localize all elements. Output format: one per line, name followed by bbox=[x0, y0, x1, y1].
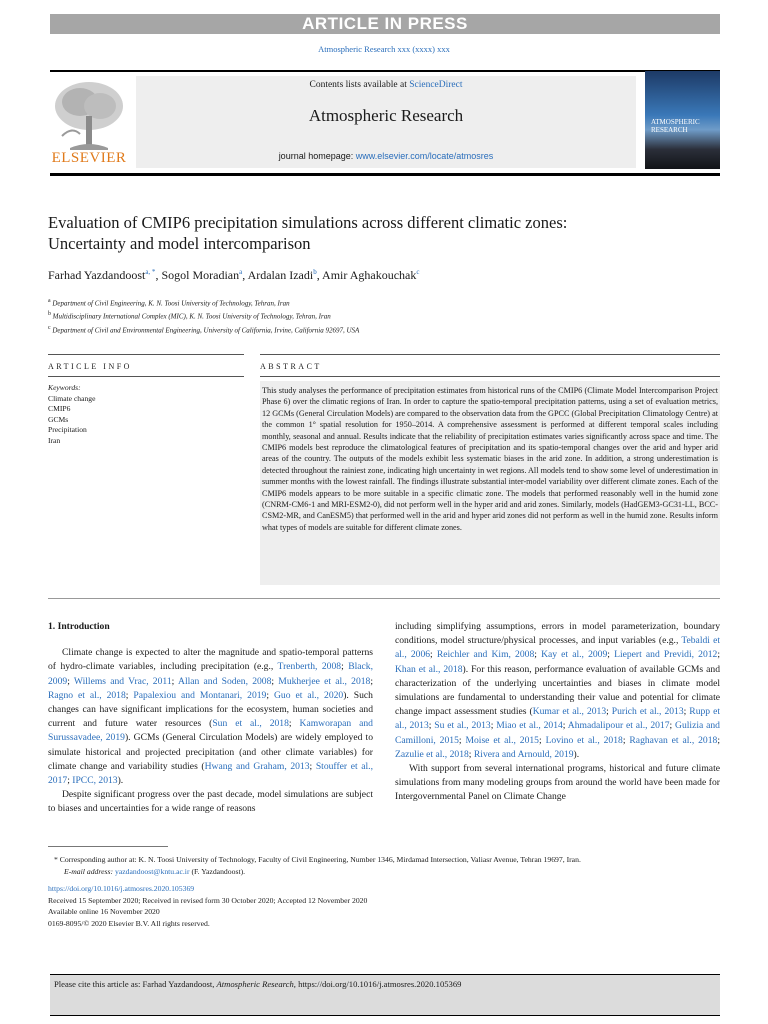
paragraph-text: ; bbox=[67, 775, 73, 787]
author-separator: , bbox=[242, 268, 248, 282]
author-list bbox=[48, 268, 728, 283]
email-label: E-mail address: bbox=[64, 866, 115, 876]
homepage-label: journal homepage: bbox=[278, 151, 356, 161]
affiliation-text: Department of Civil and Environmental Engineering, University of California, Irvine, California 92697, USA bbox=[50, 325, 360, 334]
contents-prefix: Contents lists available at bbox=[309, 80, 410, 90]
header-bottom-rule bbox=[50, 173, 720, 176]
paragraph-text: ; bbox=[717, 734, 720, 746]
header-top-rule bbox=[50, 70, 720, 72]
citation-link[interactable]: Black, 2009 bbox=[48, 661, 373, 687]
received-dates: Received 15 September 2020; Received in revised form 30 October 2020; Accepted 12 November 2020 bbox=[48, 895, 368, 905]
article-info-heading: ARTICLE INFO bbox=[48, 362, 132, 371]
paragraph-text: ). bbox=[573, 748, 580, 760]
right-column bbox=[395, 620, 720, 805]
cover-title: ATMOSPHERIC RESEARCH bbox=[651, 118, 700, 134]
author-affiliation-marker[interactable]: c bbox=[416, 268, 420, 276]
copyright-notice: 0169-8095/© 2020 Elsevier B.V. All rights reserved. bbox=[48, 918, 210, 928]
citation-link[interactable]: Mukherjee et al., 2018 bbox=[278, 675, 371, 687]
keyword: Iran bbox=[48, 435, 61, 445]
citation-link[interactable]: Raghavan et al., 2018 bbox=[629, 734, 718, 746]
affiliation-marker: b bbox=[48, 311, 51, 318]
paragraph-text: ; bbox=[538, 734, 546, 746]
citation-link[interactable]: Willems and Vrac, 2011 bbox=[73, 675, 172, 687]
article-in-press-banner: ARTICLE IN PRESS bbox=[50, 14, 720, 34]
citation-link[interactable]: Khan et al., 2018 bbox=[395, 663, 463, 675]
section-divider bbox=[48, 598, 720, 599]
keywords-label: Keywords: bbox=[48, 383, 81, 392]
paragraph-text: ; bbox=[67, 675, 74, 687]
paragraph-text: ; bbox=[490, 720, 497, 732]
citation-link[interactable]: Su et al., 2013 bbox=[434, 720, 491, 732]
doi-link[interactable]: https://doi.org/10.1016/j.atmosres.2020.105369 bbox=[48, 884, 195, 893]
journal-name: Atmospheric Research bbox=[308, 106, 464, 125]
paragraph-text: ; bbox=[607, 649, 615, 661]
author-name[interactable]: Sogol Moradian bbox=[161, 268, 240, 282]
affiliation bbox=[48, 309, 728, 322]
author-affiliation-marker[interactable]: a bbox=[239, 268, 243, 276]
paragraph-text: ; bbox=[534, 649, 542, 661]
corresponding-author-note: * Corresponding author at: K. N. Toosi University of Technology, Faculty of Civil Engineering, Number 1346, Mirdamad Intersection, Valiasr Avenue, Tehran 19697, Iran. bbox=[54, 855, 581, 864]
keywords-block bbox=[48, 383, 238, 447]
author-name[interactable]: Ardalan Izadi bbox=[247, 268, 314, 282]
paragraph-text: ; bbox=[683, 706, 690, 718]
author-affiliation-marker[interactable]: a, * bbox=[145, 268, 156, 276]
paragraph-text: ; bbox=[271, 675, 279, 687]
abstract-bottom-rule bbox=[260, 376, 720, 377]
citation-link[interactable]: Lovino et al., 2018 bbox=[545, 734, 623, 746]
paragraph-text: ; bbox=[669, 720, 676, 732]
citation-link[interactable]: Moise et al., 2015 bbox=[465, 734, 539, 746]
affiliation-list bbox=[48, 296, 728, 336]
citation-link[interactable]: Sun et al., 2018 bbox=[212, 718, 289, 730]
homepage-link[interactable]: www.elsevier.com/locate/atmosres bbox=[355, 151, 494, 161]
affiliation-text: Multidisciplinary International Complex (MIC), K. N. Toosi University of Technology, Tehran, Iran bbox=[50, 312, 331, 321]
paragraph-text: ). GCMs (General Circulation Models) are widely employed to simulate historical and projected precipitation (and other climate variables) for climate change and variability studies ( bbox=[48, 732, 373, 772]
abstract-heading: ABSTRACT bbox=[260, 362, 322, 371]
paragraph-text: ; bbox=[468, 748, 474, 760]
paragraph-text: ; bbox=[266, 689, 274, 701]
citation-link[interactable]: Kay et al., 2009 bbox=[541, 649, 608, 661]
citation-link[interactable]: Liepert and Previdi, 2012 bbox=[614, 649, 718, 661]
email-suffix: (F. Yazdandoost). bbox=[189, 866, 246, 876]
contents-availability bbox=[136, 80, 636, 90]
article-title: Evaluation of CMIP6 precipitation simulations across different climatic zones: Uncertainty and model intercomparison bbox=[48, 213, 568, 253]
intro-paragraph-2: Despite significant progress over the past decade, model simulations are subject to biases and uncertainties for a wide range of reasons bbox=[48, 789, 373, 815]
email-link[interactable]: yazdandoost@kntu.ac.ir bbox=[114, 866, 190, 876]
citation-link[interactable]: Miao et al., 2014 bbox=[496, 720, 563, 732]
abstract-box bbox=[260, 381, 720, 585]
cite-journal: Atmospheric Research bbox=[216, 979, 294, 989]
citation-link[interactable]: Zazulie et al., 2018 bbox=[395, 748, 469, 760]
citation-link[interactable]: Papalexiou and Montanari, 2019 bbox=[133, 689, 267, 701]
cite-prefix: Please cite this article as: Farhad Yazdandoost, bbox=[54, 979, 217, 989]
affiliation bbox=[48, 296, 728, 309]
author-separator: , bbox=[155, 268, 162, 282]
citation-link[interactable]: Stouffer et al., 2017 bbox=[48, 760, 373, 787]
paragraph-text: ; bbox=[125, 689, 134, 701]
affiliation-text: Department of Civil Engineering, K. N. Toosi University of Technology, Tehran, Iran bbox=[50, 299, 290, 308]
citation-bar bbox=[50, 974, 720, 1016]
paragraph-text: ; bbox=[428, 720, 435, 732]
author-affiliation-marker[interactable]: b bbox=[313, 268, 317, 276]
keyword: Climate change bbox=[48, 393, 96, 403]
paragraph-text: ). For this reason, performance evaluation of available GCMs and characterization of the underlying uncertainties and biases in climate model simulations are fundamental to understanding their value and potential for climate change impact assessment studies ( bbox=[395, 663, 720, 718]
citation-link[interactable]: Kumar et al., 2013 bbox=[532, 706, 607, 718]
journal-reference-link[interactable]: Atmospheric Research xxx (xxxx) xxx bbox=[318, 44, 450, 54]
author-name[interactable]: Farhad Yazdandoost bbox=[48, 268, 146, 282]
paragraph-text: including simplifying assumptions, errors in model parameterization, boundary conditions, model structure/physical processes, and input variables (e.g., bbox=[395, 621, 720, 647]
citation-link[interactable]: Hwang and Graham, 2013 bbox=[204, 760, 310, 772]
info-top-rule bbox=[48, 354, 244, 355]
paragraph-text: ; bbox=[562, 720, 568, 732]
citation-link[interactable]: Guo et al., 2020 bbox=[273, 689, 344, 701]
cite-suffix[interactable]: , https://doi.org/10.1016/j.atmosres.2020.105369 bbox=[293, 979, 462, 989]
citation-link[interactable]: Rivera and Arnould, 2019 bbox=[473, 748, 574, 760]
paragraph-text: Climate change is expected to alter the magnitude and spatio-temporal patterns of hydro-climate variables, including precipitation (e.g., bbox=[48, 647, 373, 673]
intro-paragraph-3 bbox=[395, 620, 720, 762]
sciencedirect-link[interactable]: ScienceDirect bbox=[409, 80, 463, 90]
abstract-top-rule bbox=[260, 354, 720, 355]
paragraph-text: ; bbox=[370, 675, 374, 687]
journal-homepage bbox=[136, 151, 636, 161]
online-date: Available online 16 November 2020 bbox=[48, 907, 160, 916]
citation-link[interactable]: Trenberth, 2008 bbox=[277, 661, 342, 673]
introduction-heading: 1. Introduction bbox=[48, 621, 110, 632]
affiliation-marker: c bbox=[48, 324, 51, 331]
elsevier-wordmark[interactable]: ELSEVIER bbox=[51, 150, 127, 166]
paragraph-text: ; bbox=[171, 675, 179, 687]
author-separator: , bbox=[316, 268, 323, 282]
affiliation bbox=[48, 323, 728, 336]
citation-link[interactable]: Kamworapan and Surussavadee, 2019 bbox=[48, 718, 373, 744]
abstract-text: This study analyses the performance of precipitation estimates from historical runs of the CMIP6 (Climate Model Intercomparison Project Phase 6) over the climatic regions of Iran. In order to capture the spatio-temporal precipitation patterns, using a set of evaluation metrics, 12 GCMs (General Circulation Models) are compared to the observation data from the GPCC (Global Precipitation Climatology Centre) at the common 1° spatial resolution for 1950–2014. A comprehensive assessment is performed at different temporal scales including monthly, seasonal and annual. Results indicate that the reliability of precipitation estimates varies significantly across space and time. The CMIP6 models best reproduce the climatological features of precipitation and its spatio-temporal changes over the arid and hyper arid areas of the country. The outputs of the models exhibit less systematic biases in the arid zone. In addition, a strong underestimation is detected throughout the rainiest zone, indicating high uncertainty in wet regions. All models tend to show some level of underestimation in summer months with the lowest rainfall. The findings illustrate substantial inter-model variability over different climate zones. Each of the CMIP6 models appears to be more suitable in a specific climatic zone. The models that performed reasonably well in the humid zone (CNRM-CM6-1 and MRI-ESM2-0), did not perform well in the hyper arid and arid zones. Similarly, models (HadGEM3-GC31-LL, BCC-CSM2-MR, and CanESM5) that performed well in the arid and hyper arid zones did not perform as well in the humid zone. Results inform what types of models are suitable for different climate zones. bbox=[262, 386, 718, 532]
citation-link[interactable]: Allan and Soden, 2008 bbox=[178, 675, 272, 687]
citation-link[interactable]: IPCC, 2013 bbox=[72, 775, 118, 787]
paragraph-text: ). bbox=[117, 775, 124, 787]
paragraph-text: ; bbox=[622, 734, 630, 746]
citation-link[interactable]: Reichler and Kim, 2008 bbox=[436, 649, 535, 661]
paragraph-text: ). Such changes can have significant implications for the ecosystem, human societies and current and future water resources ( bbox=[48, 689, 373, 730]
intro-paragraph-1 bbox=[48, 646, 373, 788]
left-column bbox=[48, 620, 373, 817]
citation-link[interactable]: Tebaldi et al., 2006 bbox=[395, 635, 721, 661]
paragraph-text: ; bbox=[458, 734, 466, 746]
paragraph-text: ; bbox=[717, 649, 721, 661]
paragraph-text: ; bbox=[606, 706, 612, 718]
citation-link[interactable]: Ahmadalipour et al., 2017 bbox=[567, 720, 670, 732]
author-name[interactable]: Amir Aghakouchak bbox=[322, 268, 417, 282]
keyword-list bbox=[48, 394, 238, 447]
affiliation-marker: a bbox=[48, 298, 51, 304]
citation-link[interactable]: Gulizia and Camilloni, 2015 bbox=[395, 720, 720, 746]
citation-link[interactable]: Rupp et al., 2013 bbox=[395, 706, 720, 732]
keyword: Precipitation bbox=[48, 425, 87, 435]
citation-link[interactable]: Ragno et al., 2018 bbox=[48, 689, 126, 701]
citation-link[interactable]: Purich et al., 2013 bbox=[611, 706, 684, 718]
paragraph-text: ; bbox=[288, 718, 300, 730]
paragraph-text: ; bbox=[309, 760, 316, 772]
paragraph-text: ; bbox=[341, 661, 349, 673]
keyword: CMIP6 bbox=[48, 404, 71, 414]
footnotes bbox=[48, 854, 720, 929]
footnote-rule bbox=[48, 846, 168, 847]
intro-paragraph-4: With support from several international programs, historical and future climate simulations from many modeling groups from around the world have been made for Intergovernmental Panel on Climate Change bbox=[395, 763, 720, 803]
info-bottom-rule bbox=[48, 376, 244, 377]
paragraph-text: ; bbox=[430, 649, 437, 661]
keyword: GCMs bbox=[48, 414, 69, 424]
email-note bbox=[48, 866, 720, 878]
